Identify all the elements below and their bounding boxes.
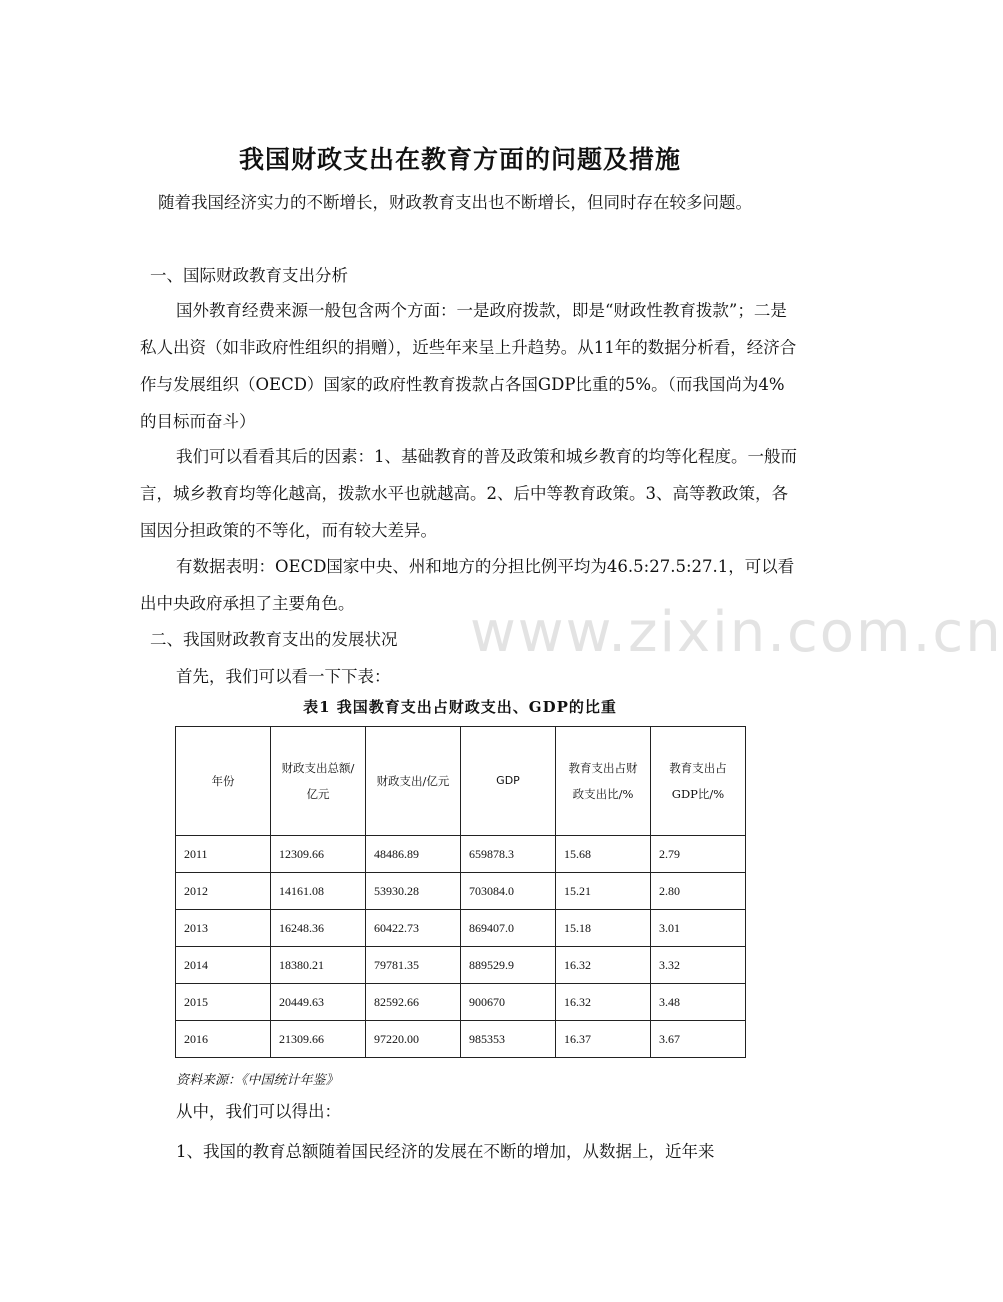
cell-edu-fiscal-ratio: 15.68 [556, 836, 651, 873]
cell-edu-fiscal-ratio: 16.37 [556, 1021, 651, 1058]
cell-edu-fiscal-ratio: 16.32 [556, 947, 651, 984]
table-row [176, 947, 746, 984]
cell-year: 2016 [176, 1021, 271, 1058]
paragraph-conclusion-intro: 从中，我们可以得出： [176, 1102, 341, 1121]
cell-year: 2014 [176, 947, 271, 984]
paragraph-conclusion-1: 1、我国的教育总额随着国民经济的发展在不断的增加，从数据上，近年来 [176, 1142, 715, 1161]
cell-edu-fiscal-ratio: 15.21 [556, 873, 651, 910]
table-row [176, 873, 746, 910]
cell-total-fiscal: 20449.63 [271, 984, 366, 1021]
cell-fiscal: 53930.28 [366, 873, 461, 910]
table-caption: 表1 我国教育支出占财政支出、GDP的比重 [303, 698, 617, 716]
section-heading-1: 一、国际财政教育支出分析 [150, 266, 348, 285]
watermark: www.zixin.com.cn [470, 600, 1003, 665]
paragraph-funding-sources: 国外教育经费来源一般包含两个方面：一是政府拨款，即是“财政性教育拨款”；二是私人出资（如非政府性组织的捐赠），近些年来呈上升趋势。从11年的数据分析看，经济合作与发展组织（OECD）国家的政府性教育拨款占各国GDP比重的5%。（而我国尚为4%的目标而奋斗） [140, 301, 797, 431]
header-year: 年份 [176, 727, 271, 836]
cell-gdp: 869407.0 [461, 910, 556, 947]
table-header-row [176, 727, 746, 836]
header-gdp: GDP [461, 727, 556, 836]
education-expenditure-table [175, 726, 746, 1058]
intro-paragraph: 随着我国经济实力的不断增长，财政教育支出也不断增长，但同时存在较多问题。 [158, 193, 752, 212]
table-row [176, 910, 746, 947]
header-total-fiscal: 财政支出总额/亿元 [271, 727, 366, 836]
cell-year: 2011 [176, 836, 271, 873]
table-source-note: 资料来源：《中国统计年鉴》 [176, 1073, 339, 1088]
cell-edu-fiscal-ratio: 16.32 [556, 984, 651, 1021]
cell-total-fiscal: 21309.66 [271, 1021, 366, 1058]
cell-total-fiscal: 16248.36 [271, 910, 366, 947]
cell-edu-gdp-ratio: 2.79 [651, 836, 746, 873]
section-heading-2: 二、我国财政教育支出的发展状况 [150, 630, 398, 649]
header-fiscal: 财政支出/亿元 [366, 727, 461, 836]
header-edu-gdp-ratio: 教育支出占GDP比/% [651, 727, 746, 836]
cell-total-fiscal: 12309.66 [271, 836, 366, 873]
cell-fiscal: 60422.73 [366, 910, 461, 947]
cell-total-fiscal: 14161.08 [271, 873, 366, 910]
cell-year: 2012 [176, 873, 271, 910]
cell-gdp: 659878.3 [461, 836, 556, 873]
paragraph-table-intro: 首先，我们可以看一下下表： [176, 667, 391, 686]
cell-fiscal: 97220.00 [366, 1021, 461, 1058]
document-title: 我国财政支出在教育方面的问题及措施 [238, 145, 681, 174]
cell-fiscal: 48486.89 [366, 836, 461, 873]
cell-edu-gdp-ratio: 3.01 [651, 910, 746, 947]
table-row [176, 836, 746, 873]
cell-edu-gdp-ratio: 3.48 [651, 984, 746, 1021]
cell-year: 2013 [176, 910, 271, 947]
cell-gdp: 900670 [461, 984, 556, 1021]
table-row [176, 1021, 746, 1058]
table-row [176, 984, 746, 1021]
cell-total-fiscal: 18380.21 [271, 947, 366, 984]
cell-edu-gdp-ratio: 3.67 [651, 1021, 746, 1058]
cell-gdp: 889529.9 [461, 947, 556, 984]
cell-edu-gdp-ratio: 3.32 [651, 947, 746, 984]
header-edu-fiscal-ratio: 教育支出占财政支出比/% [556, 727, 651, 836]
cell-edu-fiscal-ratio: 15.18 [556, 910, 651, 947]
cell-fiscal: 82592.66 [366, 984, 461, 1021]
cell-gdp: 703084.0 [461, 873, 556, 910]
cell-gdp: 985353 [461, 1021, 556, 1058]
cell-year: 2015 [176, 984, 271, 1021]
paragraph-factors: 我们可以看看其后的因素：1、基础教育的普及政策和城乡教育的均等化程度。一般而言，城乡教育均等化越高，拨款水平也就越高。2、后中等教育政策。3、高等教政策，各国因分担政策的不等化，而有较大差异。 [140, 447, 797, 540]
paragraph-oecd-ratio: 有数据表明：OECD国家中央、州和地方的分担比例平均为46.5:27.5:27.1，可以看出中央政府承担了主要角色。 [140, 557, 795, 613]
cell-fiscal: 79781.35 [366, 947, 461, 984]
cell-edu-gdp-ratio: 2.80 [651, 873, 746, 910]
